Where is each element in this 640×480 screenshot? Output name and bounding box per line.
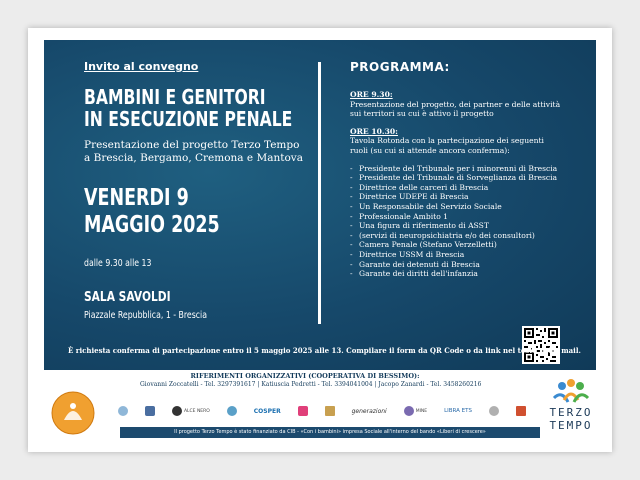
- invitation-panel: [44, 40, 596, 370]
- event-date-line1: VENERDI 9: [84, 185, 189, 211]
- speaker-item: - Camera Penale (Stefano Verzelletti): [350, 240, 582, 250]
- partner-logo: [118, 406, 128, 416]
- partner-logo: [145, 406, 155, 416]
- speaker-list: [350, 164, 582, 279]
- partner-logo: MINE: [404, 406, 427, 416]
- event-date: [84, 185, 220, 239]
- speaker-item: - Presidente del Tribunale per i minorenni di Brescia: [350, 164, 582, 174]
- partner-logo: [227, 406, 237, 416]
- partner-logo: LIBRA ETS: [444, 408, 472, 414]
- funding-footer: Il progetto Terzo Tempo è stato finanziato da CIB - «Con i bambini» impresa Sociale all'interno del bando «Liberi di crescere»: [120, 427, 540, 438]
- partner-logo: COSPER: [253, 407, 281, 415]
- invite-label: Invito al convegno: [84, 60, 199, 73]
- speaker-item: - Garante dei detenuti di Brescia: [350, 260, 582, 270]
- qr-code-icon[interactable]: [522, 326, 560, 364]
- speaker-item-continuation: - (servizi di neuropsichiatria e/o dei consultori): [350, 231, 582, 241]
- slot1-line2: sui territori su cui è attivo il progetto: [350, 109, 494, 119]
- event-subtitle-line2: a Brescia, Bergamo, Cremona e Mantova: [84, 152, 303, 164]
- event-title-line2: IN ESECUZIONE PENALE: [84, 107, 293, 131]
- speaker-item: - Presidente del Tribunale di Sorveglianza di Brescia: [350, 173, 582, 183]
- event-subtitle-line1: Presentazione del progetto Terzo Tempo: [84, 139, 300, 151]
- references-title: RIFERIMENTI ORGANIZZATIVI (COOPERATIVA DI BESSIMO):: [190, 372, 420, 380]
- con-i-bambini-logo: [50, 390, 96, 436]
- speaker-item: - Una figura di riferimento di ASST: [350, 221, 582, 231]
- partner-logo: [325, 406, 335, 416]
- partner-logo: generazioni: [351, 407, 387, 415]
- column-divider: [318, 62, 321, 324]
- speaker-item-continuation: - Professionale Ambito 1: [350, 212, 582, 222]
- brand-line1: TERZO: [549, 406, 593, 419]
- event-address: Piazzale Repubblica, 1 - Brescia: [84, 310, 207, 321]
- partner-logo: [489, 406, 499, 416]
- slot1-line1: Presentazione del progetto, dei partner e delle attività: [350, 99, 561, 109]
- speaker-item: - Un Responsabile del Servizio Sociale: [350, 202, 582, 212]
- references-contacts: Giovanni Zoccatelli - Tel. 3297391617 | Katiuscia Pedretti - Tel. 3394041004 | Jacopo Zanardi - Tel. 3458260216: [140, 381, 482, 388]
- confirmation-note: È richiesta conferma di partecipazione entro il 5 maggio 2025 alle 13. Compilare il form da QR Code o da link nel testo della mail.: [68, 346, 581, 355]
- slot2-line2: ruoli (su cui si attende ancora conferma):: [350, 145, 510, 155]
- program-title: PROGRAMMA:: [350, 60, 450, 74]
- event-title: [84, 86, 292, 130]
- event-date-line2: MAGGIO 2025: [84, 212, 220, 238]
- partner-logo: [516, 406, 526, 416]
- event-venue: SALA SAVOLDI: [84, 290, 171, 305]
- event-title-line1: BAMBINI E GENITORI: [84, 85, 266, 109]
- slot2-line1: Tavola Rotonda con la partecipazione dei seguenti: [350, 136, 544, 146]
- program-body: [350, 90, 582, 279]
- partner-logo: [298, 406, 308, 416]
- speaker-item: - Direttrice USSM di Brescia: [350, 250, 582, 260]
- speaker-item: - Garante dei diritti dell'infanzia: [350, 269, 582, 279]
- terzo-tempo-wordmark: [540, 406, 602, 432]
- speaker-item: - Direttrice UDEPE di Brescia: [350, 192, 582, 202]
- partner-logo: ALCE NERO: [172, 406, 210, 416]
- slot1-time: ORE 9.30:: [350, 90, 393, 99]
- event-subtitle: [84, 139, 303, 165]
- event-time: dalle 9.30 alle 13: [84, 258, 152, 269]
- speaker-item: - Direttrice delle carceri di Brescia: [350, 183, 582, 193]
- brand-line2: TEMPO: [549, 419, 593, 432]
- partner-logos: [118, 400, 526, 422]
- slot2-time: ORE 10.30:: [350, 126, 398, 136]
